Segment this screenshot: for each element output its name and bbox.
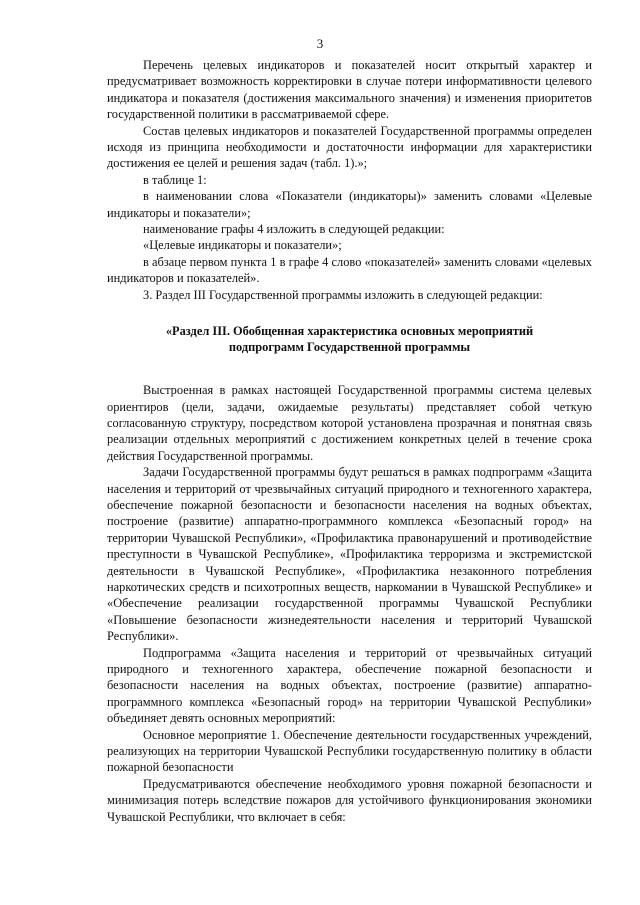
section-heading-line: «Раздел III. Обобщенная характеристика основных мероприятий: [165, 324, 534, 339]
section-heading: [107, 323, 592, 355]
paragraph: Перечень целевых индикаторов и показателей носит открытый характер и предусматривает возможность корректировки в случае потери информативности целевого индикатора и показателя (достижения максимального значения) и изменения приоритетов государственной политики в рассматриваемой сфере.: [107, 58, 592, 122]
paragraph: в наименовании слова «Показатели (индикаторы)» заменить словами «Целевые индикаторы и показатели»;: [107, 189, 592, 220]
paragraph: в таблице 1:: [143, 172, 207, 187]
paragraph: наименование графы 4 изложить в следующей редакции:: [143, 222, 445, 237]
paragraph: Выстроенная в рамках настоящей Государственной программы система целевых ориентиров (цели, задачи, ожидаемые результаты) представляет собой четкую согласованную структуру, посредством которой установлена прозрачная и понятная связь реализации отдельных мероприятий с достижением конкретных целей в течение срока действия Государственной программы.: [107, 383, 592, 463]
paragraph: Предусматриваются обеспечение необходимого уровня пожарной безопасности и минимизация потерь вследствие пожаров для устойчивого функционирования экономики Чувашской Республики, что включает в себя:: [107, 776, 592, 824]
paragraph: в абзаце первом пункта 1 в графе 4 слово «показателей» заменить словами «целевых индикаторов и показателей».: [107, 254, 592, 286]
paragraph: Задачи Государственной программы будут решаться в рамках подпрограмм «Защита населения и территорий от чрезвычайных ситуаций природного и техногенного характера, обеспечение пожарной безопасности и безопасности населения на водных объектах, построение (развитие) аппаратно-программного комплекса «Безопасный город» на территории Чувашской Республики», «Профилактика правонарушений и противодействие преступности в Чувашской Республике», «Профилактика терроризма и экстремистской деятельности в Чувашской Республике», «Профилактика незаконного потребления наркотических средств и психотропных веществ, наркомании в Чувашской Республике» и «Обеспечение реализации государственной программы Чувашской Республики «Повышение безопасности жизнедеятельности населения и территорий Чувашской Республики».: [107, 465, 592, 644]
paragraph: «Целевые индикаторы и показатели»;: [143, 238, 342, 253]
paragraph: Подпрограмма «Защита населения и территорий от чрезвычайных ситуаций природного и техногенного характера, обеспечение пожарной безопасности и безопасности населения на водных объектах, построение (развитие) аппаратно-программного комплекса «Безопасный город» на территории Чувашской Республики» объединяет девять основных мероприятий:: [107, 645, 592, 726]
page-number: 3: [316, 36, 324, 51]
paragraph: 3. Раздел III Государственной программы изложить в следующей редакции:: [143, 287, 543, 302]
section-heading-line: подпрограмм Государственной программы: [228, 340, 471, 355]
document-body: [107, 57, 592, 825]
paragraph: Основное мероприятие 1. Обеспечение деятельности государственных учреждений, реализующих на территории Чувашской Республики государственную политику в области пожарной безопасности: [107, 727, 592, 775]
paragraph: Состав целевых индикаторов и показателей Государственной программы определен исходя из принципа необходимости и достаточности информации для характеристики достижения ее целей и решения задач (табл. 1).»;: [107, 123, 592, 171]
